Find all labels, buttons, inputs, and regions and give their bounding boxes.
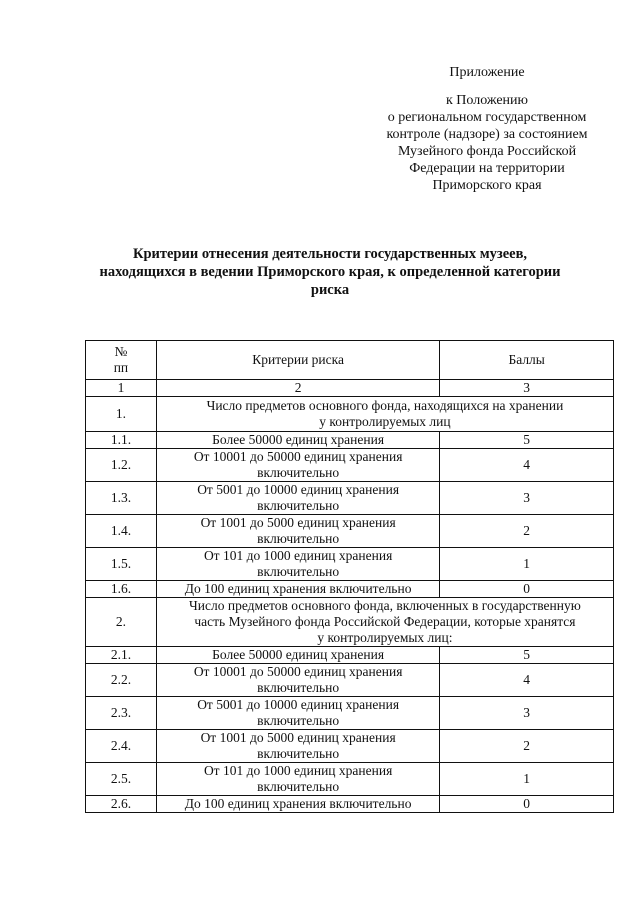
table-row [86, 763, 614, 796]
header-number-cell [86, 341, 157, 380]
appendix-line: Федерации на территории [409, 161, 565, 176]
table-header-row [86, 341, 614, 380]
row-criteria [156, 482, 439, 515]
section-title [156, 397, 613, 432]
appendix-line: Музейного фонда Российской [397, 144, 577, 159]
row-number: 2.2. [86, 664, 157, 697]
document-title [80, 245, 580, 299]
row-criteria [156, 796, 439, 813]
row-points: 3 [440, 482, 614, 515]
row-criteria [156, 763, 439, 796]
row-number: 1.4. [86, 515, 157, 548]
criteria-line: включительно [257, 564, 340, 579]
row-number: 1.5. [86, 548, 157, 581]
section-title-line: у контролируемых лиц: [317, 630, 453, 645]
criteria-line: включительно [257, 498, 340, 513]
column-number: 1 [86, 380, 157, 397]
table-row [86, 432, 614, 449]
header-points-cell: Баллы [440, 341, 614, 380]
row-criteria [156, 697, 439, 730]
row-number: 2.4. [86, 730, 157, 763]
header-number-abbr: пп [113, 360, 129, 375]
criteria-line: От 5001 до 10000 единиц хранения [197, 482, 400, 497]
row-number: 2.1. [86, 647, 157, 664]
row-points: 1 [440, 548, 614, 581]
appendix-line: о региональном государственном [387, 110, 587, 125]
table-row [86, 581, 614, 598]
row-criteria [156, 664, 439, 697]
row-points: 3 [440, 697, 614, 730]
row-criteria [156, 730, 439, 763]
section-number: 1. [86, 397, 157, 432]
table-row [86, 796, 614, 813]
criteria-line: От 10001 до 50000 единиц хранения [193, 664, 403, 679]
document-title-line: Критерии отнесения деятельности государственных музеев, [132, 246, 528, 262]
criteria-line: Более 50000 единиц хранения [212, 647, 385, 662]
section-title-line: Число предметов основного фонда, находящихся на хранении [206, 398, 564, 413]
row-points: 4 [440, 664, 614, 697]
table-row [86, 664, 614, 697]
row-points: 0 [440, 796, 614, 813]
row-number: 1.6. [86, 581, 157, 598]
row-criteria [156, 647, 439, 664]
appendix-block [352, 64, 622, 194]
row-number: 2.6. [86, 796, 157, 813]
section-title-line: Число предметов основного фонда, включенных в государственную [189, 598, 581, 613]
row-number: 2.3. [86, 697, 157, 730]
table-row [86, 730, 614, 763]
column-number: 3 [440, 380, 614, 397]
appendix-line: к Положению [445, 93, 528, 108]
section-row [86, 397, 614, 432]
row-number: 1.3. [86, 482, 157, 515]
table-row [86, 482, 614, 515]
row-points: 1 [440, 763, 614, 796]
criteria-line: От 1001 до 5000 единиц хранения [200, 730, 396, 745]
section-title [156, 598, 613, 647]
appendix-line: контроле (надзоре) за состоянием [386, 127, 588, 142]
row-criteria [156, 449, 439, 482]
section-number: 2. [86, 598, 157, 647]
criteria-line: От 1001 до 5000 единиц хранения [200, 515, 396, 530]
row-number: 1.2. [86, 449, 157, 482]
criteria-line: До 100 единиц хранения включительно [184, 581, 412, 596]
table-row [86, 515, 614, 548]
row-points: 2 [440, 515, 614, 548]
criteria-line: До 100 единиц хранения включительно [184, 796, 412, 811]
table-row [86, 449, 614, 482]
column-number: 2 [156, 380, 439, 397]
appendix-line: Приморского края [432, 178, 542, 193]
section-title-line: часть Музейного фонда Российской Федерации, которые хранятся [194, 614, 576, 629]
criteria-line: включительно [257, 713, 340, 728]
criteria-line: включительно [257, 779, 340, 794]
criteria-line: От 101 до 1000 единиц хранения [203, 763, 393, 778]
criteria-line: включительно [257, 746, 340, 761]
row-criteria [156, 515, 439, 548]
risk-criteria-table [85, 340, 614, 813]
criteria-line: От 5001 до 10000 единиц хранения [197, 697, 400, 712]
header-criteria-cell: Критерии риска [156, 341, 439, 380]
document-title-line: риска [310, 282, 350, 298]
column-numbers-row [86, 380, 614, 397]
row-points: 0 [440, 581, 614, 598]
criteria-line: включительно [257, 680, 340, 695]
header-number-symbol: № [114, 344, 128, 359]
criteria-line: Более 50000 единиц хранения [212, 432, 385, 447]
row-number: 1.1. [86, 432, 157, 449]
row-points: 2 [440, 730, 614, 763]
table-row [86, 548, 614, 581]
row-number: 2.5. [86, 763, 157, 796]
appendix-title: Приложение [449, 65, 525, 80]
table-row [86, 647, 614, 664]
row-points: 5 [440, 432, 614, 449]
criteria-line: От 101 до 1000 единиц хранения [203, 548, 393, 563]
section-title-line: у контролируемых лиц [319, 414, 451, 429]
row-points: 4 [440, 449, 614, 482]
row-criteria [156, 548, 439, 581]
row-points: 5 [440, 647, 614, 664]
criteria-line: От 10001 до 50000 единиц хранения [193, 449, 403, 464]
row-criteria [156, 432, 439, 449]
criteria-line: включительно [257, 465, 340, 480]
document-title-line: находящихся в ведении Приморского края, к определенной категории [99, 264, 561, 280]
table-row [86, 697, 614, 730]
section-row [86, 598, 614, 647]
row-criteria [156, 581, 439, 598]
criteria-line: включительно [257, 531, 340, 546]
